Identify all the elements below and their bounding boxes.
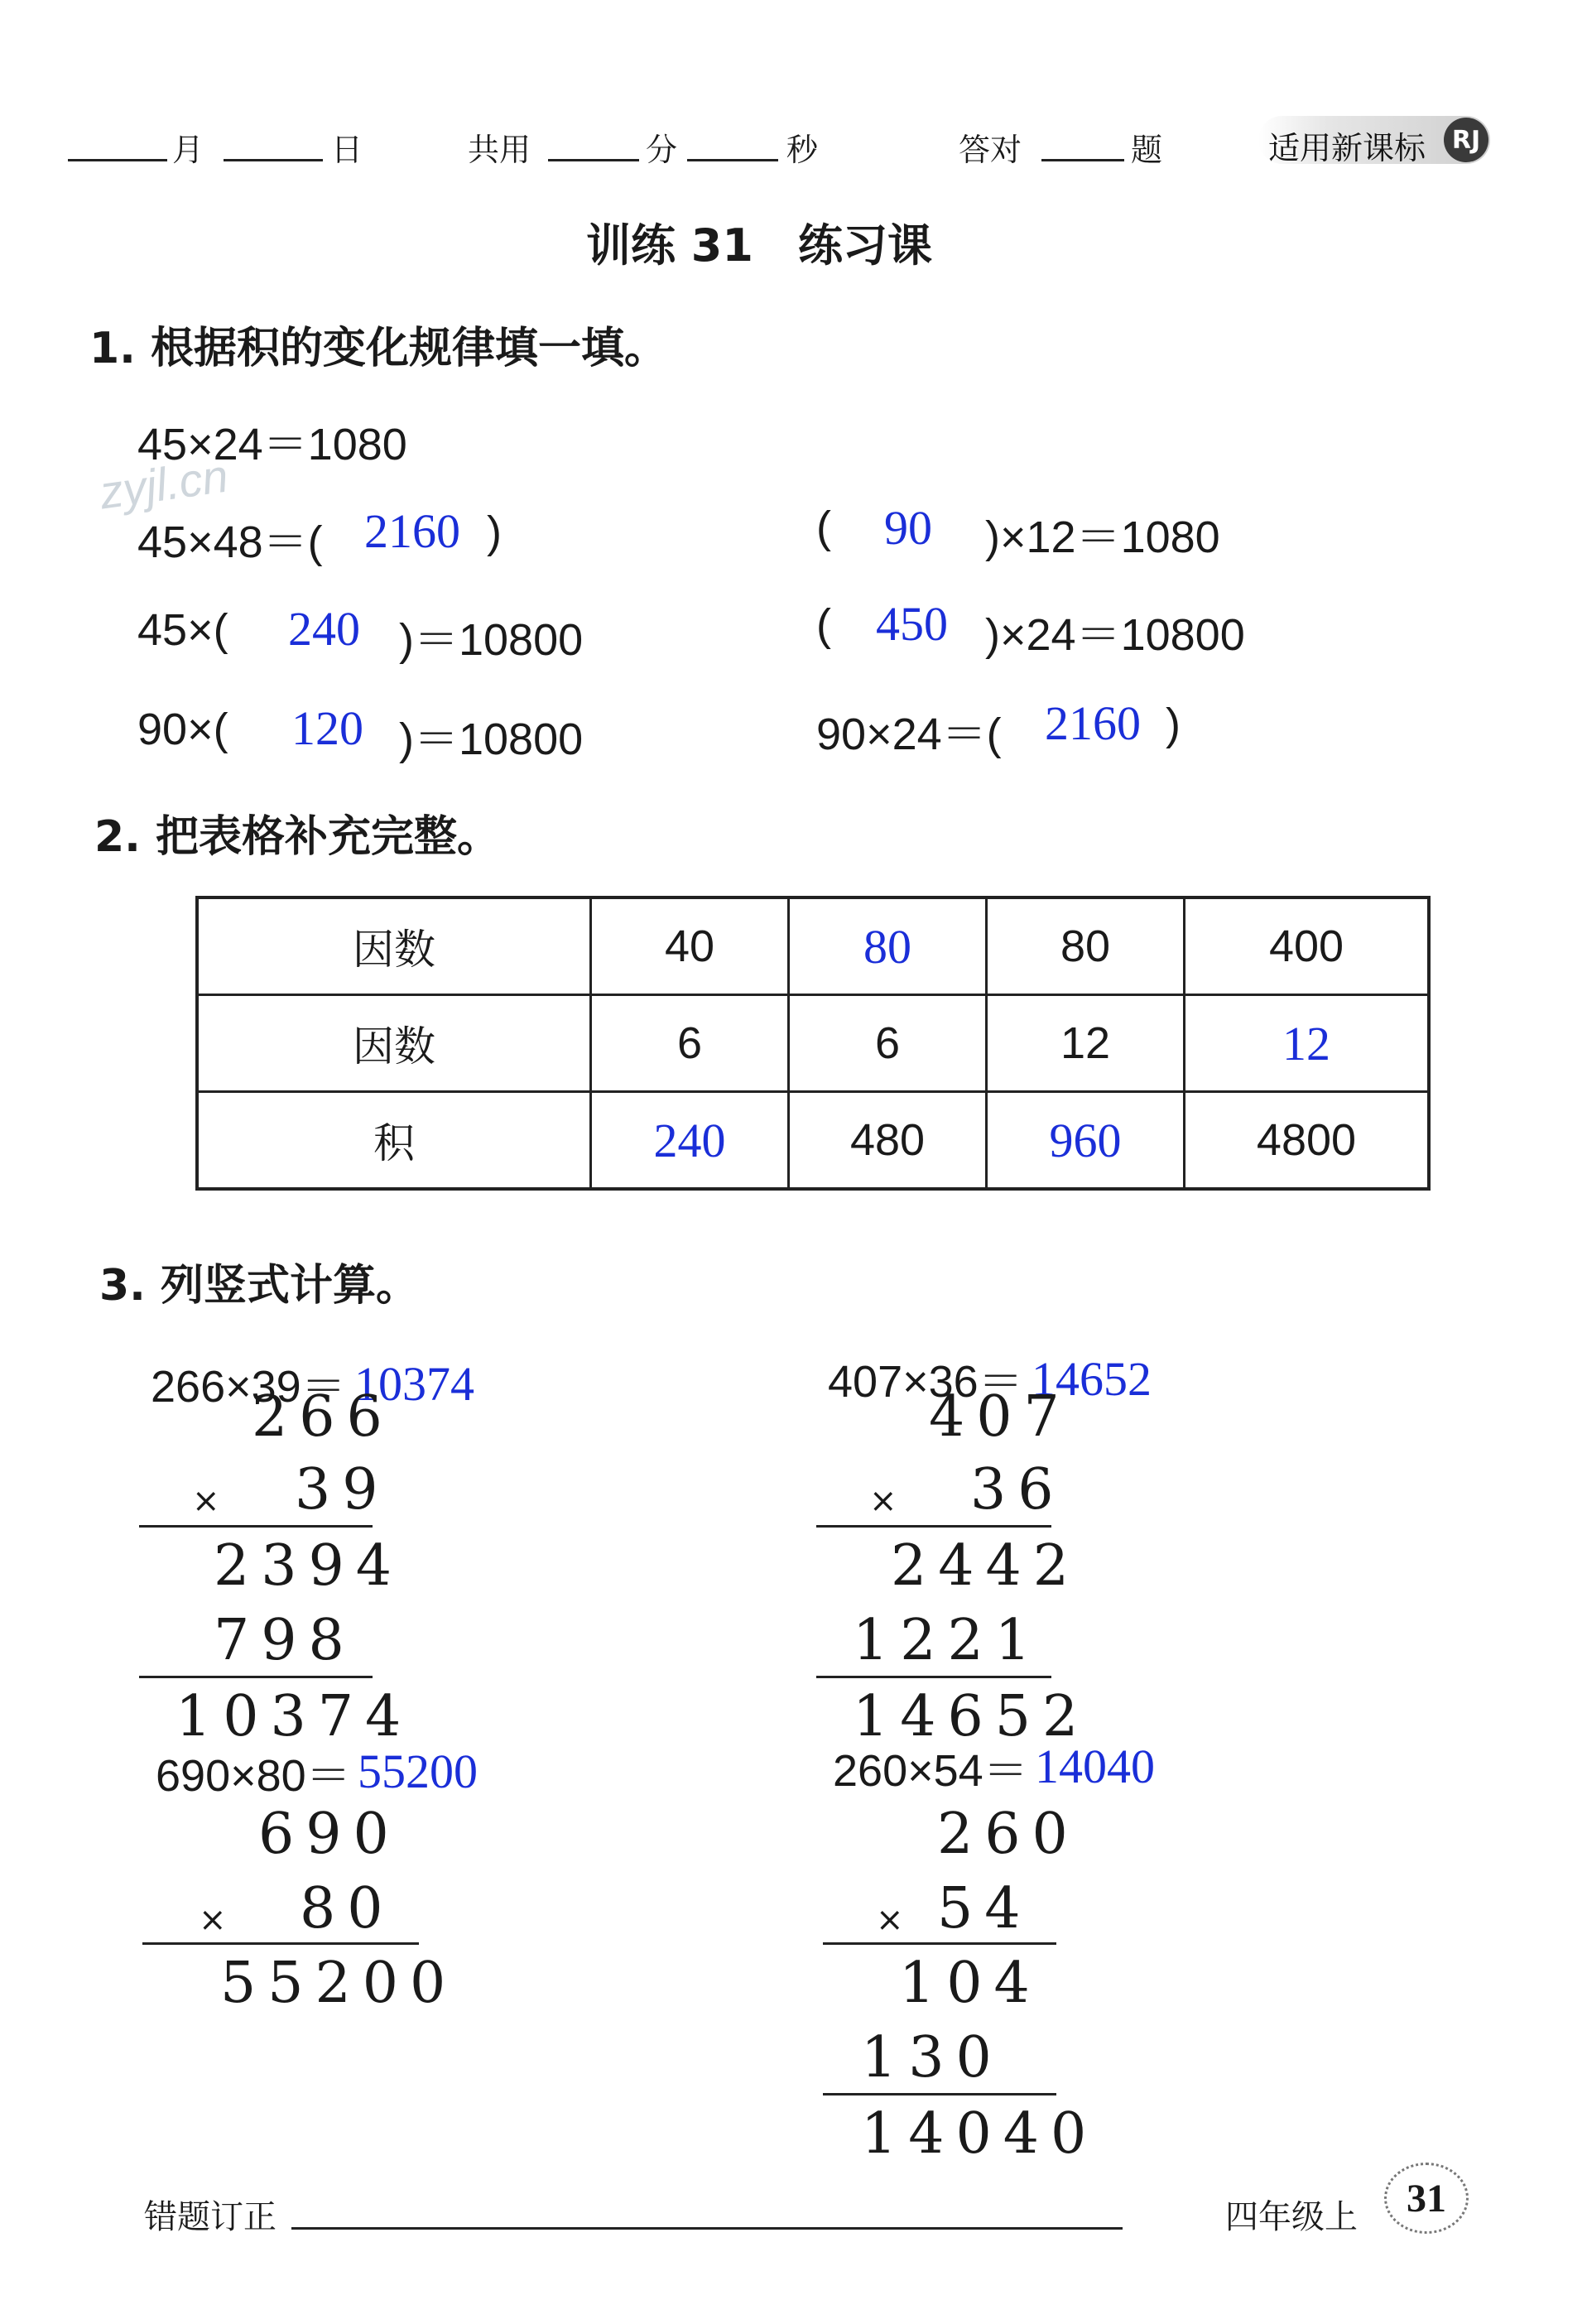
correction-blank[interactable] (291, 2227, 1123, 2230)
q1-item-6-pre: 90×24＝( (816, 710, 1002, 759)
q1-item-3-post: )＝10800 (399, 615, 584, 665)
q3-b-line-2 (816, 1676, 1051, 1678)
time-used-label: 共用 (468, 132, 531, 168)
q3-b-line-1 (816, 1525, 1051, 1528)
table-cell-answer[interactable]: 12 (1185, 995, 1430, 1092)
q1-item-5-answer[interactable]: 120 (291, 701, 363, 755)
factor-table (195, 896, 1431, 1191)
q1-item-5-post: )＝10800 (399, 715, 584, 764)
table-row (197, 995, 1429, 1092)
seconds-label: 秒 (786, 132, 819, 168)
q1-given: 45×24＝1080 (137, 420, 407, 469)
q3-d-partial-1: 104 (899, 1951, 1041, 2016)
day-label: 日 (331, 132, 363, 168)
table-row-label: 因数 (197, 995, 591, 1092)
times-sign-icon: × (876, 1901, 904, 1939)
q1-item-2-answer[interactable]: 90 (884, 501, 932, 555)
q3-a-multiplicand: 266 (252, 1384, 394, 1450)
q3-b-partial-2: 1221 (853, 1608, 1043, 1673)
q1-item-6-post: ) (1166, 700, 1181, 749)
month-blank[interactable] (68, 159, 167, 161)
q3-d-expr: 260×54＝ (833, 1746, 1028, 1796)
q1-item-6-answer[interactable]: 2160 (1045, 696, 1141, 750)
table-row-label: 积 (197, 1092, 591, 1190)
table-cell: 400 (1185, 897, 1430, 995)
q3-c-expr: 690×80＝ (156, 1751, 351, 1801)
grade-label: 四年级上 (1225, 2198, 1358, 2236)
q3-c-line-1 (142, 1942, 419, 1945)
table-row-label: 因数 (197, 897, 591, 995)
page-number (1384, 2163, 1469, 2234)
q3-d-multiplier: 54 (937, 1876, 1032, 1941)
q1-item-2-post: )×12＝1080 (985, 512, 1220, 562)
q3-d-product: 14040 (861, 2101, 1099, 2167)
q1-item-5-pre: 90×( (137, 705, 228, 754)
q3-a-expr: 266×39＝ (151, 1362, 346, 1412)
q3-b-expr: 407×36＝ (828, 1357, 1023, 1407)
q1-item-1-pre: 45×48＝( (137, 517, 323, 567)
day-blank[interactable] (224, 159, 323, 161)
table-cell: 6 (789, 995, 987, 1092)
minutes-label: 分 (646, 132, 678, 168)
minutes-blank[interactable] (548, 159, 639, 161)
correct-blank[interactable] (1041, 159, 1124, 161)
q1-item-1-answer[interactable]: 2160 (364, 504, 460, 558)
seconds-blank[interactable] (687, 159, 778, 161)
times-sign-icon: × (199, 1901, 227, 1939)
q3-a-multiplier: 39 (295, 1457, 390, 1523)
table-cell: 480 (789, 1092, 987, 1190)
q1-item-4-pre: ( (816, 600, 831, 650)
q3-d-partial-2: 130 (861, 2025, 1003, 2091)
questions-label: 题 (1131, 132, 1163, 168)
q3-b-multiplier: 36 (970, 1457, 1065, 1523)
page-title: 训练 31 练习课 (586, 219, 932, 272)
correction-label: 错题订正 (144, 2198, 277, 2236)
q1-item-3-answer[interactable]: 240 (288, 602, 360, 656)
q3-b-multiplicand: 407 (929, 1384, 1071, 1450)
q3-c-product: 55200 (220, 1951, 458, 2016)
q3-d-multiplicand: 260 (937, 1802, 1080, 1867)
q1-item-3-pre: 45×( (137, 605, 228, 655)
q3-b-answer[interactable]: 14652 (1032, 1352, 1152, 1406)
table-cell: 12 (987, 995, 1185, 1092)
table-row (197, 897, 1429, 995)
q1-item-1-post: ) (487, 508, 502, 557)
q3-b-product: 14652 (853, 1684, 1090, 1749)
q3-a-answer[interactable]: 10374 (354, 1357, 474, 1411)
q3-b-partial-1: 2442 (891, 1533, 1081, 1599)
curriculum-badge-text: 适用新课标 (1268, 130, 1426, 166)
q3-d-line-2 (823, 2093, 1056, 2095)
times-sign-icon: × (192, 1482, 220, 1520)
table-cell: 80 (987, 897, 1185, 995)
q3-a-partial-2: 798 (214, 1608, 356, 1673)
q3-a-line-1 (139, 1525, 373, 1528)
q1-item-4-post: )×24＝10800 (985, 610, 1245, 660)
rj-badge-icon: RJ (1444, 118, 1488, 162)
q1-item-4-answer[interactable]: 450 (876, 597, 948, 651)
q3-a-line-2 (139, 1676, 373, 1678)
correct-label: 答对 (959, 132, 1022, 168)
table-cell: 40 (591, 897, 789, 995)
page-number-text: 31 (1407, 2176, 1446, 2221)
q1-prompt: 1. 根据积的变化规律填一填。 (89, 324, 668, 373)
table-cell-answer[interactable]: 240 (591, 1092, 789, 1190)
q3-d-answer[interactable]: 14040 (1035, 1739, 1155, 1793)
q3-c-multiplier: 80 (300, 1876, 395, 1941)
q1-item-2-pre: ( (816, 503, 831, 552)
watermark: zyjl.cn (96, 449, 232, 519)
q2-prompt: 2. 把表格补充完整。 (94, 812, 501, 862)
table-cell-answer[interactable]: 960 (987, 1092, 1185, 1190)
q3-d-line-1 (823, 1942, 1056, 1945)
q3-prompt: 3. 列竖式计算。 (99, 1261, 420, 1311)
table-cell: 4800 (1185, 1092, 1430, 1190)
q3-a-product: 10374 (176, 1684, 413, 1749)
table-cell: 6 (591, 995, 789, 1092)
q3-c-answer[interactable]: 55200 (358, 1744, 478, 1798)
table-cell-answer[interactable]: 80 (789, 897, 987, 995)
curriculum-badge (1258, 116, 1490, 164)
q3-c-multiplicand: 690 (258, 1802, 401, 1867)
q3-a-partial-1: 2394 (214, 1533, 404, 1599)
times-sign-icon: × (869, 1482, 897, 1520)
month-label: 月 (172, 132, 204, 168)
table-row (197, 1092, 1429, 1190)
